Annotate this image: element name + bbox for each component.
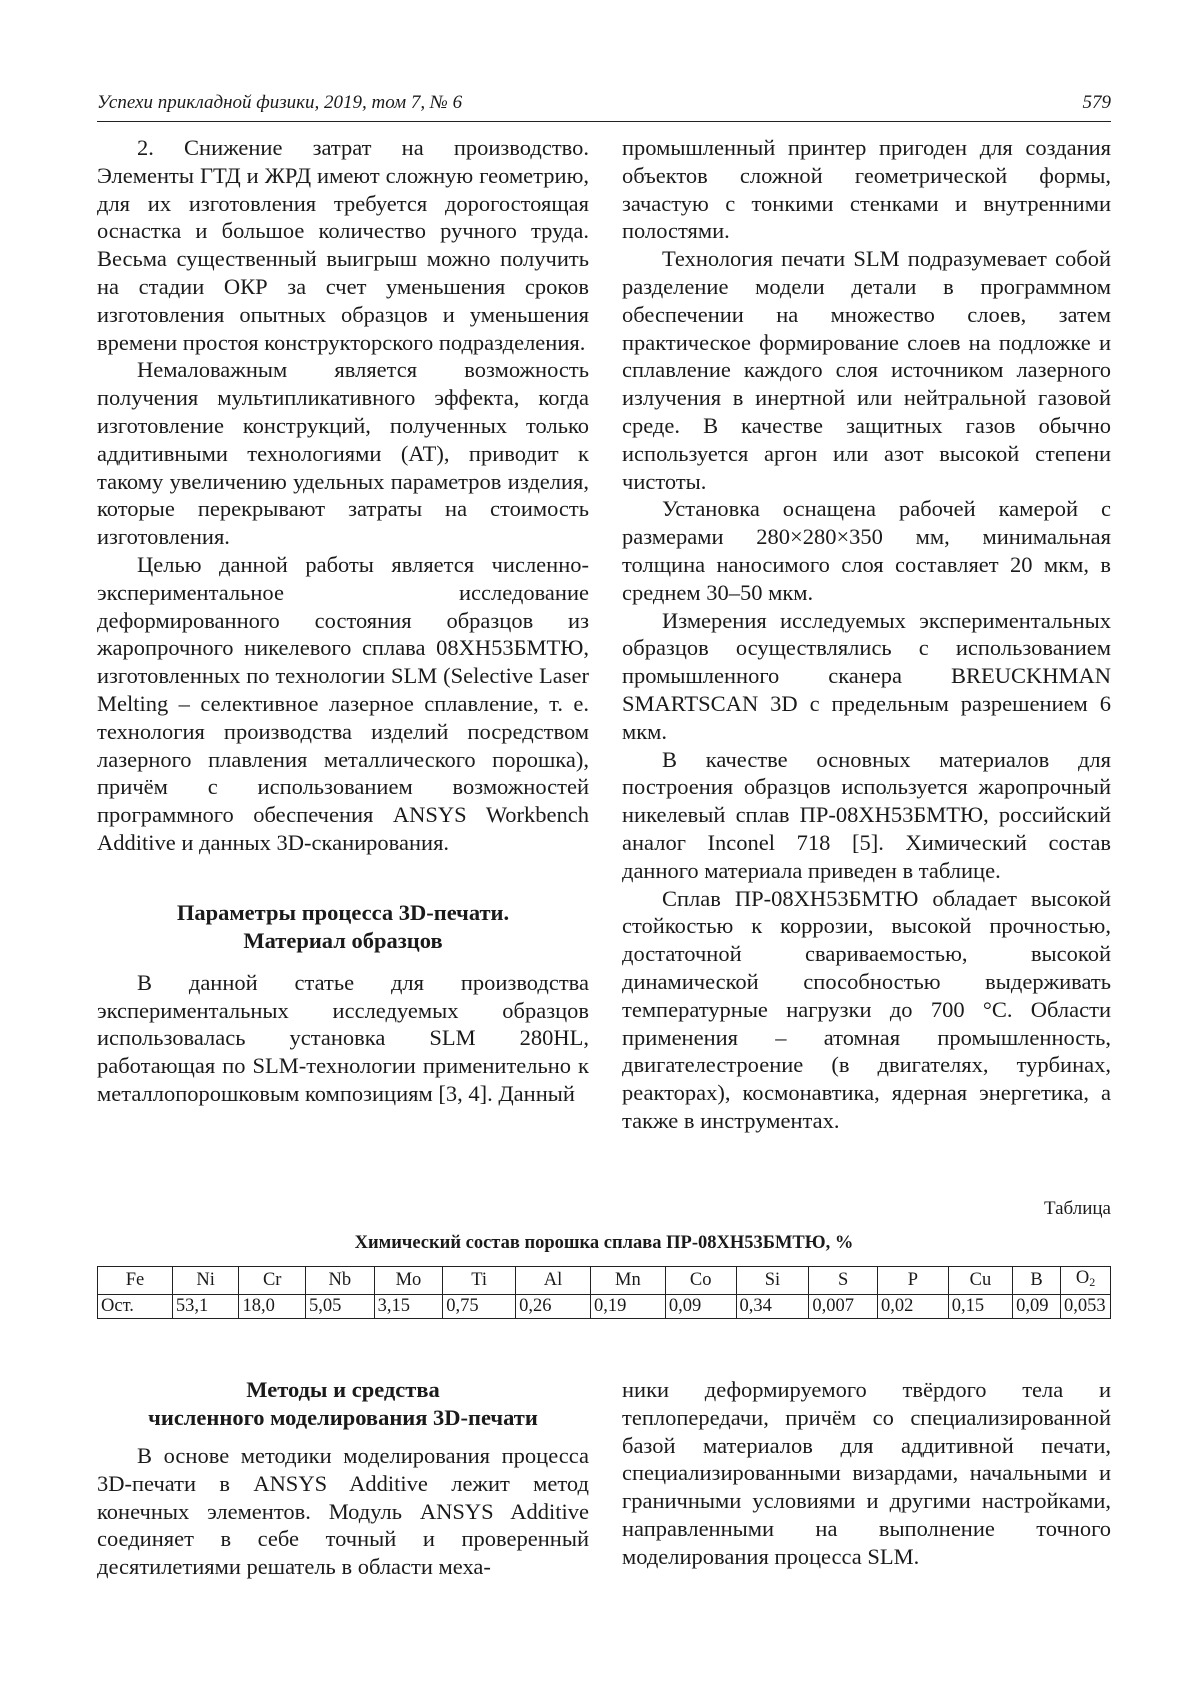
table-header-cell: Si xyxy=(736,1267,809,1295)
table-header-cell: S xyxy=(809,1267,878,1295)
journal-citation: Успехи прикладной физики, 2019, том 7, № 6 xyxy=(97,92,463,113)
paragraph: ники деформируемого твёрдого тела и теплопередачи, причём со специализированной базой материалов для аддитивной печати, специализированными визардами, начальными и граничными условиями и другими настройками, направленными на выполнение точного моделирования процесса SLM. xyxy=(622,1377,1111,1569)
paragraph: 2. Снижение затрат на производство. Элементы ГТД и ЖРД имеют сложную геометрию, для их изготовления требуется дорогостоящая оснастка и большое количество ручного труда. Весьма существенный выигрыш можно получить на стадии ОКР за счет уменьшения сроков изготовления опытных образцов и уменьшения времени простоя конструкторского подразделения. xyxy=(97,135,589,355)
table-header-cell: Al xyxy=(516,1267,591,1295)
table-cell: 0,15 xyxy=(948,1295,1012,1319)
section-heading-line: численного моделирования 3D-печати xyxy=(148,1405,538,1430)
paragraph: Технология печати SLM подразумевает собой разделение модели детали в программном обеспечении на множество слоев, затем практическое формирование слоев на подложке и сплавление каждого слоя источником лазерного излучения в инертной или нейтральной газовой среде. В качестве защитных газов обычно используется аргон или азот высокой степени чистоты. xyxy=(622,246,1111,494)
page-number: 579 xyxy=(1082,92,1111,113)
paragraph: Немаловажным является возможность получения мультипликативного эффекта, когда изготовление конструкций, полученных только аддитивными технологиями (АТ), приводит к такому увеличению удельных параметров изделия, которые перекрывают затраты на стоимость изготовления. xyxy=(97,357,589,550)
section-heading-line: Материал образцов xyxy=(243,927,443,953)
column-left-bottom xyxy=(97,1376,589,1581)
paragraph: В данной статье для производства экспериментальных исследуемых образцов использовалась установка SLM 280HL, работающая по SLM-технологии применительно к металлопорошковым композициям [3, 4]. Данный xyxy=(97,969,589,1106)
paragraph: Сплав ПР-08ХН53БМТЮ обладает высокой стойкостью к коррозии, высокой прочностью, достаточной свариваемостью, высокой динамической способностью выдерживать температурные нагрузки до 700 °С. Области применения – атомная промышленность, двигателестроение (в двигателях, турбинах, реакторах), космонавтика, ядерная энергетика, а также в инструментах. xyxy=(622,885,1111,1133)
paragraph: Измерения исследуемых экспериментальных образцов осуществлялись с использованием промышленного сканера BREUCKHMAN SMARTSCAN 3D с предельным разрешением 6 мкм. xyxy=(622,607,1111,744)
running-header xyxy=(97,90,1111,120)
table-cell: 5,05 xyxy=(306,1295,375,1319)
table-cell: 0,02 xyxy=(877,1295,948,1319)
table-cell: 0,09 xyxy=(1013,1295,1061,1319)
column-right-top xyxy=(622,134,1111,1135)
table-cell: 18,0 xyxy=(239,1295,306,1319)
paragraph: В качестве основных материалов для построения образцов используется жаропрочный никелевый сплав ПР-08ХН53БМТЮ, российский аналог Inconel 718 [5]. Химический состав данного материала приведен в таблице. xyxy=(622,746,1111,883)
table-cell: 0,19 xyxy=(590,1295,665,1319)
paragraph: Установка оснащена рабочей камерой с размерами 280×280×350 мм, минимальная толщина наносимого слоя составляет 20 мкм, в среднем 30–50 мкм. xyxy=(622,496,1111,605)
table-header-cell: Mo xyxy=(374,1267,443,1295)
composition-table xyxy=(97,1266,1111,1319)
table-header-cell: Ni xyxy=(172,1267,239,1295)
table-header-cell: Cr xyxy=(239,1267,306,1295)
section-heading xyxy=(97,899,589,955)
table-cell: 0,053 xyxy=(1061,1295,1111,1319)
paragraph: Целью данной работы является численно-экспериментальное исследование деформированного состояния образцов из жаропрочного никелевого сплава 08ХН53БМТЮ, изготовленных по технологии SLM (Selective Laser Melting – селективное лазерное сплавление, т. е. технология производства изделий посредством лазерного плавления металлического порошка), причём с использованием возможностей программного обеспечения ANSYS Workbench Additive и данных 3D-сканирования. xyxy=(97,551,589,855)
table-title: Химический состав порошка сплава ПР-08ХН53БМТЮ, % xyxy=(354,1233,854,1253)
table-header-cell: Nb xyxy=(306,1267,375,1295)
table-header-cell: Mn xyxy=(590,1267,665,1295)
table-cell: 0,26 xyxy=(516,1295,591,1319)
table-header-cell xyxy=(1061,1267,1111,1295)
table-cell: 0,09 xyxy=(665,1295,736,1319)
table-cell: 0,34 xyxy=(736,1295,809,1319)
table-label: Таблица xyxy=(1043,1198,1111,1219)
table-header-cell: Fe xyxy=(98,1267,173,1295)
table-row xyxy=(98,1295,1111,1319)
table-header-cell: P xyxy=(877,1267,948,1295)
table-header-cell: Cu xyxy=(948,1267,1012,1295)
table-cell: 0,007 xyxy=(809,1295,878,1319)
element-symbol: O xyxy=(1075,1268,1090,1288)
table-header-cell: Co xyxy=(665,1267,736,1295)
section-heading-line: Параметры процесса 3D-печати. xyxy=(176,899,510,925)
paragraph: В основе методики моделирования процесса 3D-печати в ANSYS Additive лежит метод конечных элементов. Модуль ANSYS Additive соединяет в себе точный и проверенный десятилетиями решатель в области меха- xyxy=(97,1443,589,1580)
column-right-bottom xyxy=(622,1376,1111,1571)
table-header-row xyxy=(98,1267,1111,1295)
table-cell: 53,1 xyxy=(172,1295,239,1319)
table-cell: Ост. xyxy=(98,1295,173,1319)
table-cell: 3,15 xyxy=(374,1295,443,1319)
table-header-cell: Ti xyxy=(443,1267,516,1295)
section-heading xyxy=(97,1376,589,1432)
subscript: 2 xyxy=(1089,1275,1096,1289)
paragraph: промышленный принтер пригоден для создания объектов сложной геометрической формы, зачастую с тонкими стенками и внутренними полостями. xyxy=(622,135,1111,244)
table-header-cell: B xyxy=(1013,1267,1061,1295)
header-rule xyxy=(97,121,1111,122)
table-cell: 0,75 xyxy=(443,1295,516,1319)
column-left-top xyxy=(97,134,589,1108)
section-heading-line: Методы и средства xyxy=(246,1377,440,1402)
